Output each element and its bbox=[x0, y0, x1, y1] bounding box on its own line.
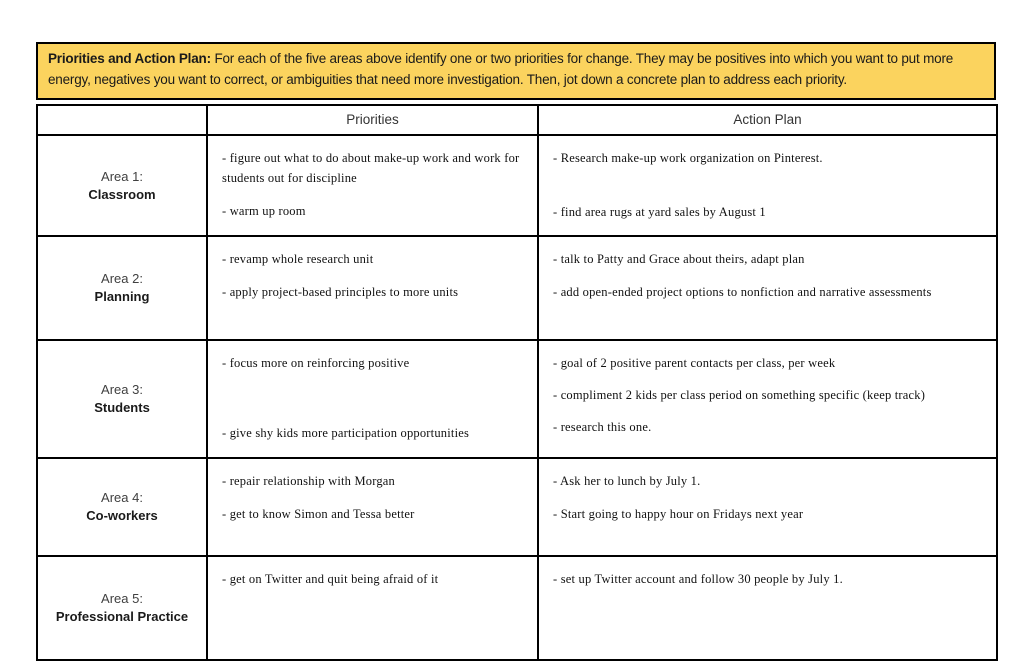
action-plan-cell bbox=[538, 236, 997, 340]
action-item: - set up Twitter account and follow 30 people by July 1. bbox=[553, 571, 843, 586]
action-plan-cell bbox=[538, 135, 997, 236]
area-number: Area 3: bbox=[101, 382, 143, 398]
action-item: - add open-ended project options to nonfiction and narrative assessments bbox=[553, 284, 932, 299]
table-header-row bbox=[37, 105, 997, 135]
worksheet-content bbox=[36, 42, 996, 661]
area-title: Professional Practice bbox=[55, 609, 189, 625]
priorities-cell bbox=[207, 236, 538, 340]
table-row-area-3 bbox=[37, 340, 997, 458]
area-label-cell bbox=[37, 135, 207, 236]
instructions-title: Priorities and Action Plan: bbox=[48, 51, 211, 66]
area-number: Area 1: bbox=[101, 168, 143, 184]
action-item: - compliment 2 kids per class period on something specific (keep track) bbox=[553, 387, 926, 402]
action-plan-column-header: Action Plan bbox=[538, 105, 997, 135]
priority-item: - focus more on reinforcing positive bbox=[222, 355, 410, 370]
priorities-cell bbox=[207, 458, 538, 556]
priority-item: - give shy kids more participation opportunities bbox=[222, 425, 470, 440]
area-label-cell bbox=[37, 458, 207, 556]
action-item: - Start going to happy hour on Fridays next year bbox=[553, 506, 804, 521]
action-plan-cell bbox=[538, 556, 997, 660]
priorities-cell bbox=[207, 556, 538, 660]
action-plan-table bbox=[36, 104, 998, 661]
area-label-cell bbox=[37, 340, 207, 458]
area-label-cell bbox=[37, 556, 207, 660]
action-item: - research this one. bbox=[553, 419, 652, 434]
action-item: - goal of 2 positive parent contacts per class, per week bbox=[553, 355, 836, 370]
instructions-box bbox=[36, 42, 996, 100]
area-title: Planning bbox=[94, 289, 150, 305]
table-row-area-4 bbox=[37, 458, 997, 556]
priorities-cell bbox=[207, 340, 538, 458]
priority-item: - get to know Simon and Tessa better bbox=[222, 506, 415, 521]
area-number: Area 5: bbox=[101, 591, 143, 607]
area-title: Students bbox=[94, 400, 150, 416]
action-plan-cell bbox=[538, 340, 997, 458]
action-item: - find area rugs at yard sales by August 1 bbox=[553, 204, 766, 219]
priorities-column-header: Priorities bbox=[207, 105, 538, 135]
priority-item: - repair relationship with Morgan bbox=[222, 473, 395, 488]
priority-item: - get on Twitter and quit being afraid of it bbox=[222, 571, 439, 586]
action-plan-cell bbox=[538, 458, 997, 556]
action-item: - Ask her to lunch by July 1. bbox=[553, 473, 701, 488]
priorities-cell bbox=[207, 135, 538, 236]
priority-item: - figure out what to do about make-up work and work for students out for discipline bbox=[222, 150, 520, 185]
area-column-header bbox=[37, 105, 207, 135]
instructions-text: For each of the five areas above identify one or two priorities for change. They may be positives into which you want to put more energy, negatives you want to correct, or ambiguities that need more investigation. Then, jot down a concrete plan to address each priority. bbox=[48, 51, 954, 87]
area-title: Co-workers bbox=[86, 508, 158, 524]
priority-item: - warm up room bbox=[222, 203, 306, 218]
table-row-area-2 bbox=[37, 236, 997, 340]
action-item: - talk to Patty and Grace about theirs, adapt plan bbox=[553, 251, 805, 266]
action-item: - Research make-up work organization on Pinterest. bbox=[553, 150, 823, 165]
table-row-area-1 bbox=[37, 135, 997, 236]
area-number: Area 4: bbox=[101, 490, 143, 506]
priority-item: - apply project-based principles to more units bbox=[222, 284, 459, 299]
area-label-cell bbox=[37, 236, 207, 340]
area-title: Classroom bbox=[88, 186, 156, 202]
priority-item: - revamp whole research unit bbox=[222, 251, 374, 266]
table-row-area-5 bbox=[37, 556, 997, 660]
area-number: Area 2: bbox=[101, 271, 143, 287]
